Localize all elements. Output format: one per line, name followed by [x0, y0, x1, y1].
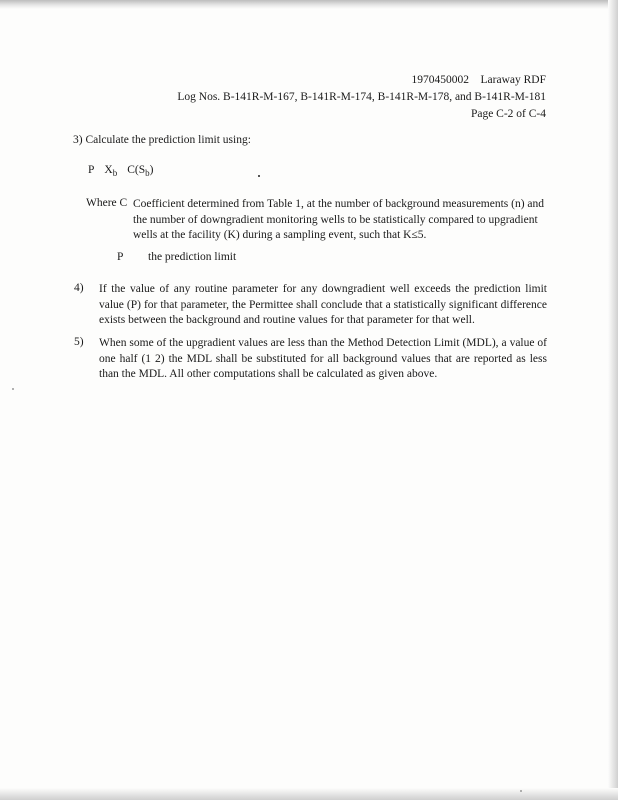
item-5-number: 5) [74, 336, 84, 348]
item-4-number: 4) [74, 282, 84, 294]
scan-edge-right [608, 0, 618, 800]
formula-x-sub: b [112, 168, 118, 178]
page-number: Page C-2 of C-4 [470, 108, 546, 120]
scan-speck [12, 388, 14, 390]
log-numbers: Log Nos. B-141R-M-167, B-141R-M-174, B-141R-M-178, and B-141R-M-181 [177, 91, 546, 103]
scan-speck [520, 790, 522, 792]
scan-edge-bottom [0, 788, 618, 800]
item-4-text: If the value of any routine parameter for any downgradient well exceeds the prediction limit value (P) for that parameter, the Permittee shall conclude that a statistically significant difference exists between the background and routine values for that parameter for that well. [99, 283, 547, 326]
header-line-1 [177, 72, 546, 89]
formula-c-sub: b [145, 168, 150, 178]
p-label: P [117, 251, 124, 263]
formula-close: ) [149, 164, 154, 176]
p-definition: the prediction limit [148, 251, 237, 263]
page-header [177, 72, 546, 123]
where-c-definition: Coefficient determined from Table 1, at the number of background measurements (n) and the number of downgradient monitoring wells to be statistically compared to upgradient wells at the facility (K) during a sampling event, such that K≤5. [133, 198, 545, 241]
formula-x: X [104, 164, 113, 176]
scan-edge-top [0, 0, 618, 9]
facility-name: Laraway RDF [480, 74, 546, 86]
step-3-heading: 3) Calculate the prediction limit using: [73, 134, 251, 146]
formula-p: P [88, 164, 95, 176]
scan-dot [258, 175, 260, 177]
prediction-formula [88, 164, 153, 178]
doc-id: 1970450002 [411, 74, 470, 86]
item-5-text: When some of the upgradient values are less than the Method Detection Limit (MDL), a value of one half (1 2) the MDL shall be substituted for all background values that are reported as less than the MDL. All other computations shall be calculated as given above. [99, 337, 547, 380]
where-c-label: Where C [86, 197, 128, 209]
formula-c: C(S [127, 164, 146, 176]
